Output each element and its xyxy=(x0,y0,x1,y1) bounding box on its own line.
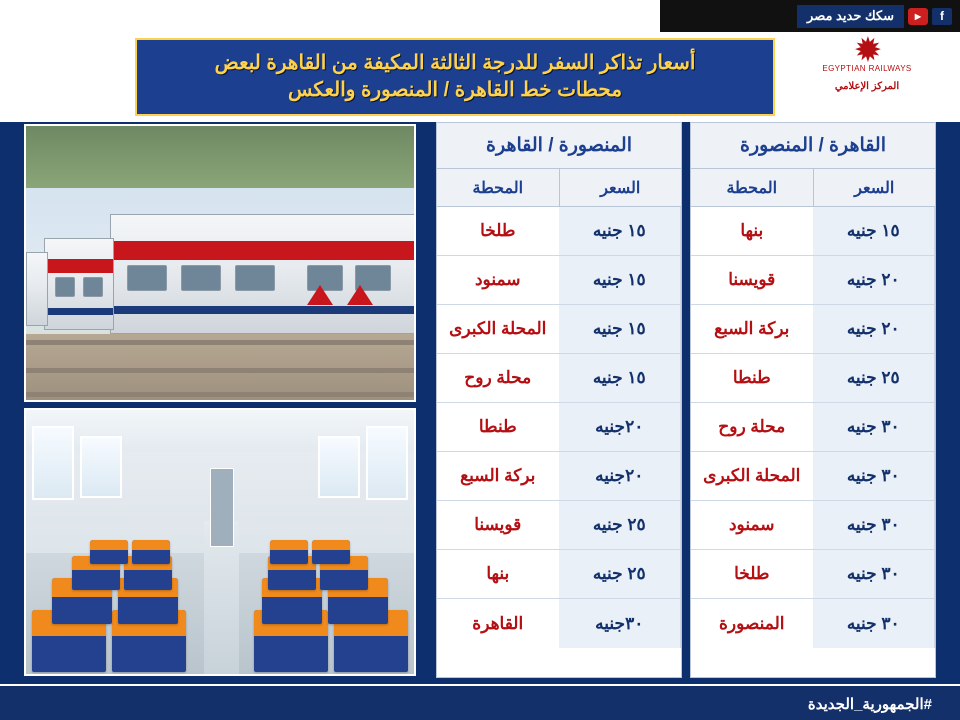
cell-station: سمنود xyxy=(437,256,559,304)
table-row xyxy=(691,452,935,501)
footer-hashtag: #الجمهورية_الجديدة xyxy=(807,696,932,713)
table-header-row xyxy=(437,169,681,207)
cell-price: ٢٥ جنيه xyxy=(813,354,936,402)
rail-line xyxy=(26,340,414,345)
table-row xyxy=(437,599,681,648)
cell-station: بركة السبع xyxy=(691,305,813,353)
fare-table-cairo-to-mansoura xyxy=(690,122,936,678)
table-row xyxy=(691,403,935,452)
interior-far-door xyxy=(210,468,233,547)
cell-station: بركة السبع xyxy=(437,452,559,500)
cell-station: طلخا xyxy=(437,207,559,255)
cell-price: ٢٥ جنيه xyxy=(559,501,682,549)
car-blue-stripe xyxy=(111,306,415,314)
cell-station: محلة روح xyxy=(437,354,559,402)
wings-icon: ✹ xyxy=(855,34,879,67)
table-row xyxy=(691,207,935,256)
table-row xyxy=(691,305,935,354)
cell-price: ٣٠ جنيه xyxy=(813,452,936,500)
cell-price: ٣٠جنيه xyxy=(559,599,682,648)
cell-station: سمنود xyxy=(691,501,813,549)
top-bar xyxy=(0,0,960,32)
main-content xyxy=(0,122,960,684)
car-window xyxy=(235,265,275,291)
interior-window xyxy=(318,436,360,498)
table-row xyxy=(437,207,681,256)
logo-latin-subtitle: EGYPTIAN RAILWAYS xyxy=(822,64,912,73)
cell-price: ٢٥ جنيه xyxy=(559,550,682,598)
train-car-second xyxy=(44,238,114,330)
youtube-icon[interactable]: ▶ xyxy=(908,8,928,25)
cell-price: ١٥ جنيه xyxy=(559,305,682,353)
seat-headrest xyxy=(132,540,170,550)
car-chevron-icon xyxy=(347,285,373,305)
table-row xyxy=(437,256,681,305)
table-title: القاهرة / المنصورة xyxy=(691,123,935,169)
car-red-stripe xyxy=(45,259,113,273)
cell-price: ٣٠ جنيه xyxy=(813,599,936,648)
top-bar-brand-group xyxy=(789,0,960,32)
cell-station: بنها xyxy=(691,207,813,255)
seat-headrest xyxy=(312,540,350,550)
table-row xyxy=(437,550,681,599)
table-row xyxy=(691,354,935,403)
cell-station: قويسنا xyxy=(691,256,813,304)
seat xyxy=(90,540,128,564)
cell-station: طنطا xyxy=(691,354,813,402)
table-row xyxy=(691,256,935,305)
cell-station: بنها xyxy=(437,550,559,598)
train-car-third xyxy=(26,252,48,326)
car-window xyxy=(127,265,167,291)
fare-table-mansoura-to-cairo xyxy=(436,122,682,678)
column-header-price: السعر xyxy=(854,179,895,197)
cell-station: قويسنا xyxy=(437,501,559,549)
brand-label: سكك حديد مصر xyxy=(797,5,904,28)
table-row xyxy=(691,599,935,648)
photo-treeline xyxy=(26,126,414,188)
cell-price: ١٥ جنيه xyxy=(559,354,682,402)
table-header-row xyxy=(691,169,935,207)
seat xyxy=(132,540,170,564)
train-car-main xyxy=(110,214,416,334)
egyptian-railways-logo xyxy=(782,34,952,120)
interior-window xyxy=(80,436,122,498)
page-title xyxy=(135,38,775,116)
footer-band xyxy=(0,684,960,720)
cell-price: ٢٠ جنيه xyxy=(813,305,936,353)
table-row xyxy=(437,452,681,501)
cell-station: محلة روح xyxy=(691,403,813,451)
cell-station: طلخا xyxy=(691,550,813,598)
cell-price: ٣٠ جنيه xyxy=(813,403,936,451)
rail-line xyxy=(26,368,414,373)
table-row xyxy=(691,550,935,599)
cell-price: ٢٠جنيه xyxy=(559,403,682,451)
table-row xyxy=(437,403,681,452)
rail-line xyxy=(26,392,414,397)
cell-price: ١٥ جنيه xyxy=(813,207,936,255)
interior-window xyxy=(32,426,74,500)
cell-station: المنصورة xyxy=(691,599,813,648)
interior-seats-photo xyxy=(24,408,416,676)
interior-window xyxy=(366,426,408,500)
car-red-stripe xyxy=(111,241,415,260)
header-band xyxy=(0,32,960,122)
seat xyxy=(270,540,308,564)
seat-headrest xyxy=(90,540,128,550)
facebook-icon[interactable]: f xyxy=(932,8,952,25)
car-chevron-icon xyxy=(307,285,333,305)
column-header-station: المحطة xyxy=(437,169,560,206)
photo-column xyxy=(24,124,416,676)
column-header-price: السعر xyxy=(600,179,641,197)
cell-station: القاهرة xyxy=(437,599,559,648)
page-title-line-2: محطات خط القاهرة / المنصورة والعكس xyxy=(287,79,623,101)
table-row xyxy=(437,501,681,550)
cell-price: ٢٠ جنيه xyxy=(813,256,936,304)
table-row xyxy=(437,354,681,403)
exterior-train-photo xyxy=(24,124,416,402)
car-window xyxy=(181,265,221,291)
seat-headrest xyxy=(270,540,308,550)
cell-station: طنطا xyxy=(437,403,559,451)
car-window xyxy=(83,277,103,297)
cell-station: المحلة الكبرى xyxy=(691,452,813,500)
table-title: المنصورة / القاهرة xyxy=(437,123,681,169)
cell-price: ٢٠جنيه xyxy=(559,452,682,500)
car-window xyxy=(55,277,75,297)
car-blue-stripe xyxy=(45,308,113,314)
cell-price: ١٥ جنيه xyxy=(559,207,682,255)
logo-arabic-subtitle: المركز الإعلامي xyxy=(834,81,900,92)
cell-station: المحلة الكبرى xyxy=(437,305,559,353)
page-title-line-1: أسعار تذاكر السفر للدرجة الثالثة المكيفة من القاهرة لبعض xyxy=(214,52,696,74)
cell-price: ٣٠ جنيه xyxy=(813,501,936,549)
cell-price: ٣٠ جنيه xyxy=(813,550,936,598)
fare-tables xyxy=(436,122,936,678)
table-row xyxy=(437,305,681,354)
cell-price: ١٥ جنيه xyxy=(559,256,682,304)
column-header-station: المحطة xyxy=(691,169,814,206)
table-row xyxy=(691,501,935,550)
seat xyxy=(312,540,350,564)
